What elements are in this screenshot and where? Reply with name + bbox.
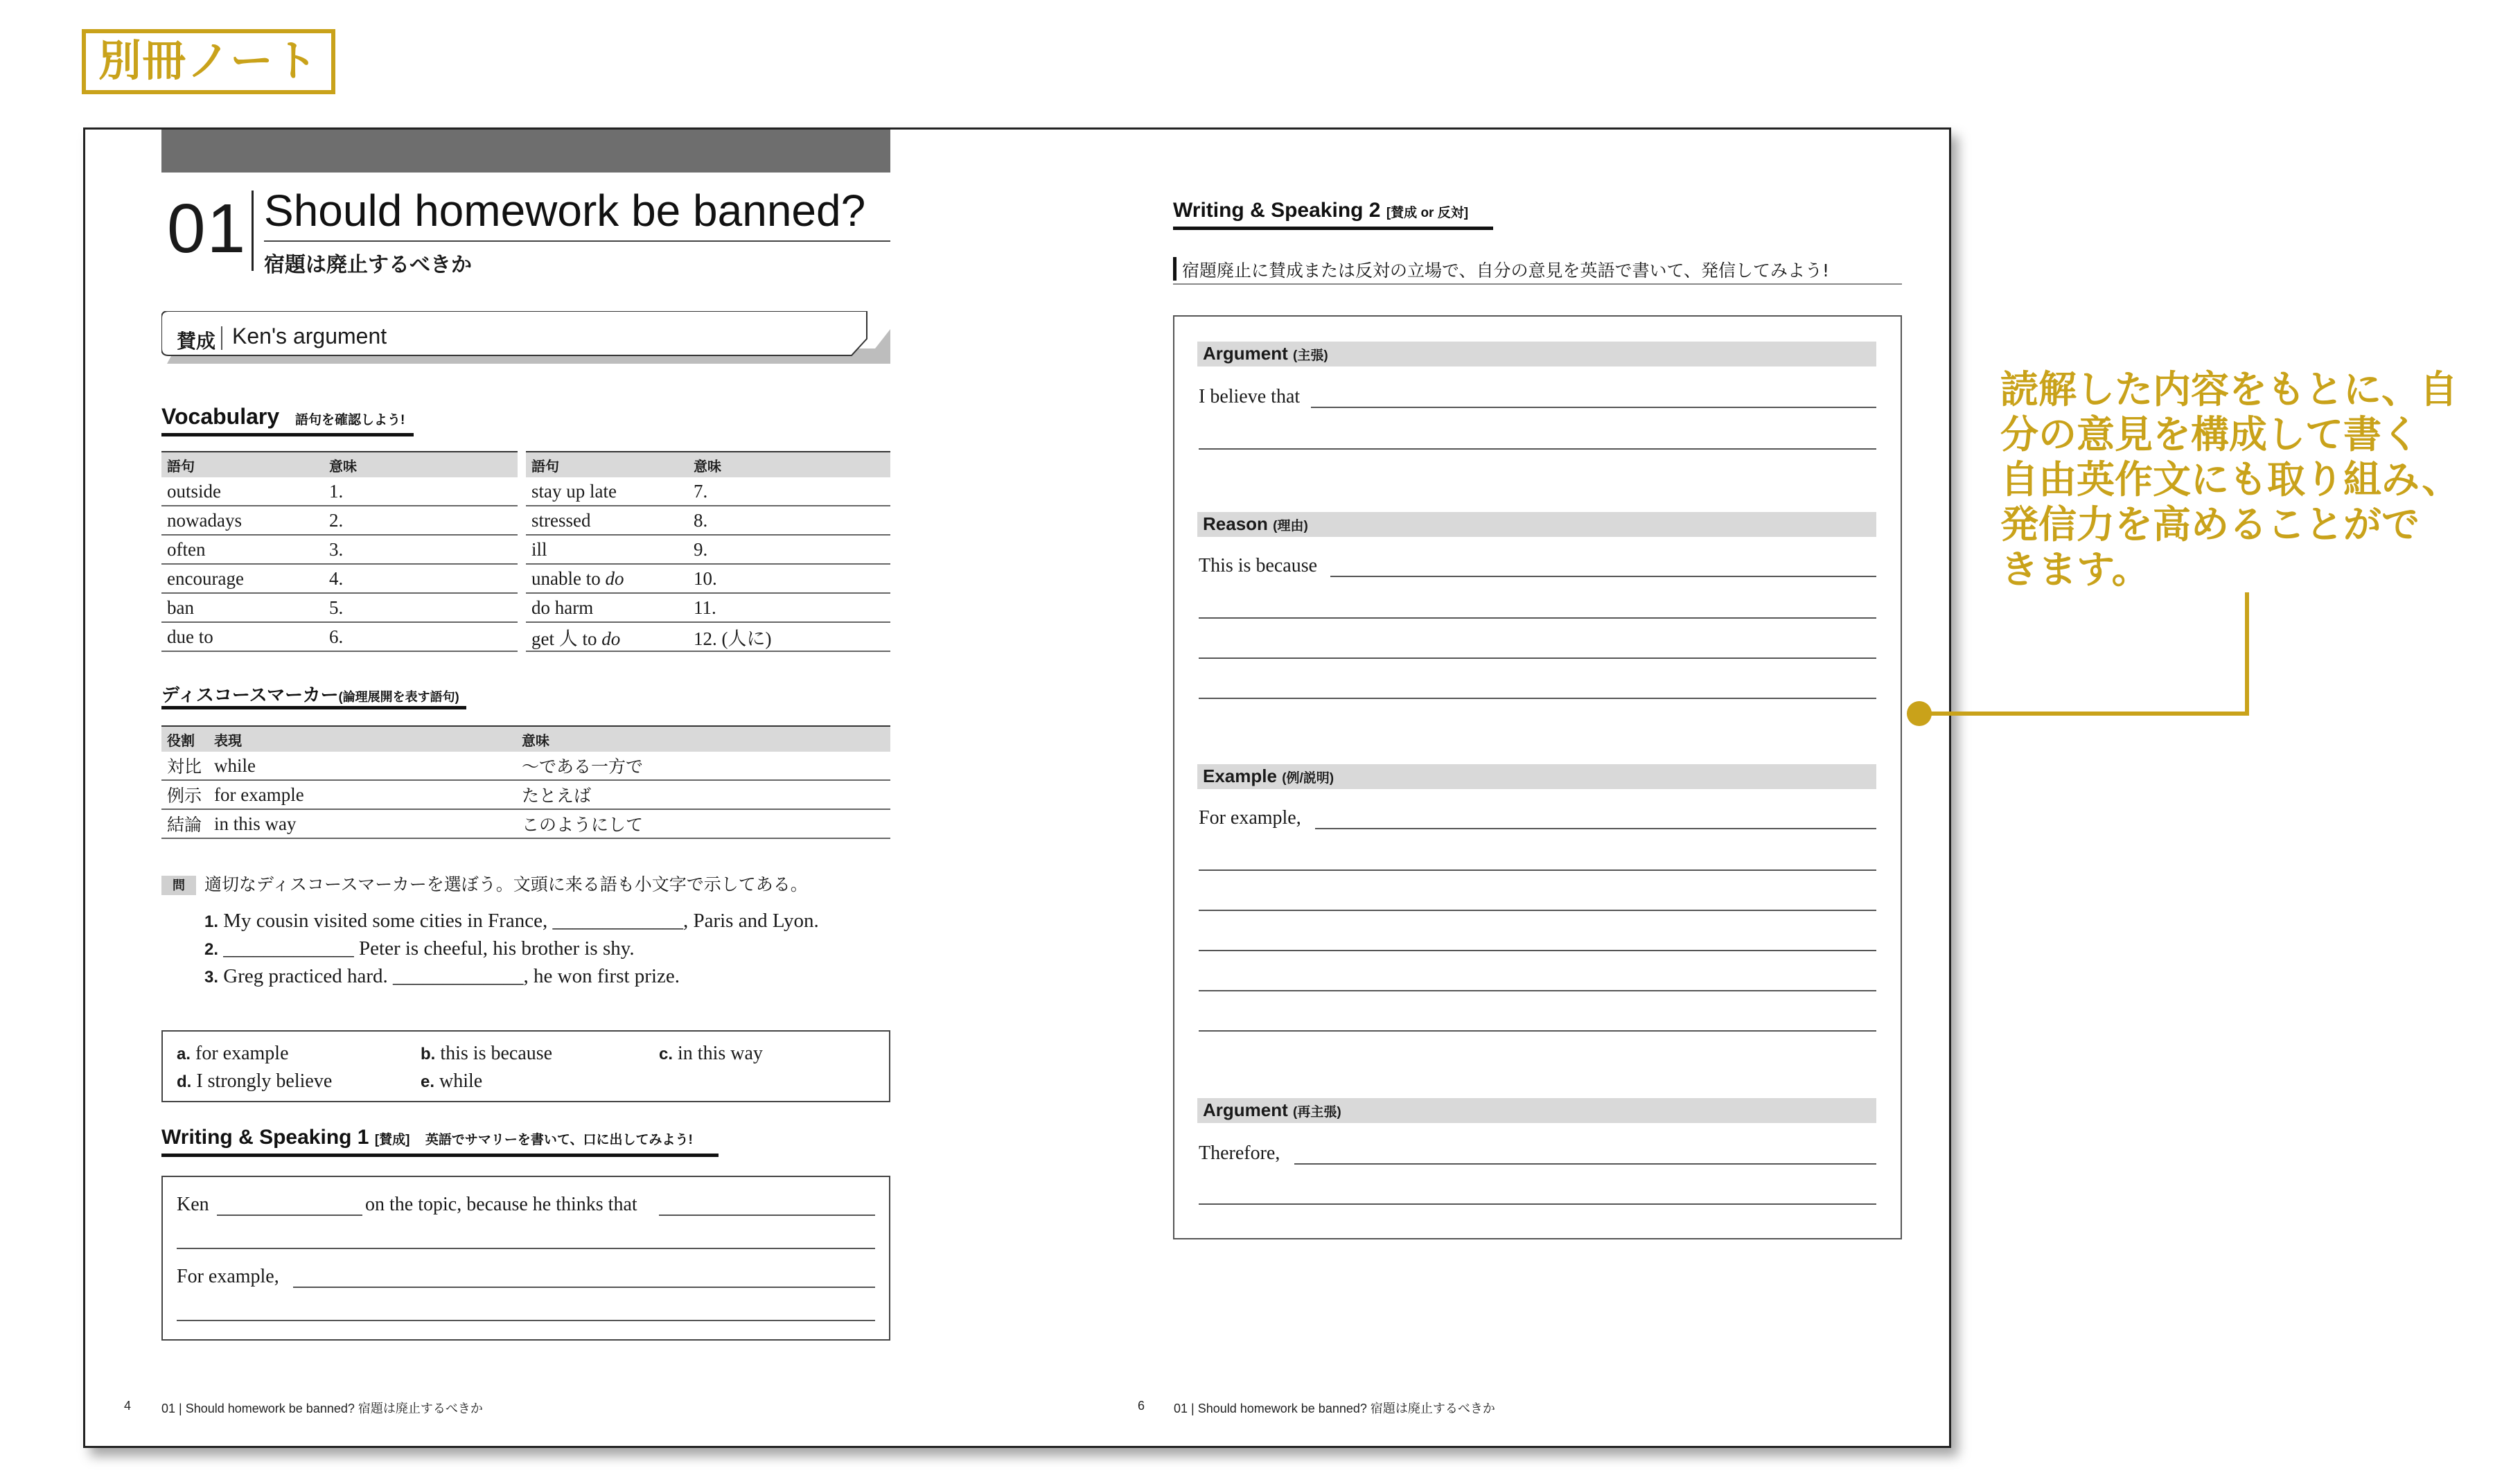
exercise-number: 1. xyxy=(204,912,219,931)
vocab-meaning: 6. xyxy=(324,622,518,651)
discourse-role: 結論 xyxy=(161,809,209,838)
vocab-meaning: 8. xyxy=(688,506,890,535)
answer-line[interactable] xyxy=(1199,657,1876,659)
vocabulary-rule xyxy=(161,433,414,436)
footer-page-number: 4 xyxy=(124,1399,132,1413)
ws1-line1-start: Ken xyxy=(177,1194,209,1215)
vocab-gap xyxy=(518,593,526,622)
ws1-blank[interactable] xyxy=(293,1287,875,1288)
section-label xyxy=(1203,513,1308,535)
vocab-col-meaning: 意味 xyxy=(324,452,518,477)
section-label xyxy=(1203,766,1334,787)
vocab-term: due to xyxy=(161,622,324,651)
vocab-col-term: 語句 xyxy=(161,452,324,477)
discourse-meaning: このようにして xyxy=(516,809,890,838)
discourse-expression: while xyxy=(209,752,516,780)
footer-text: 01 | Should homework be banned? 宿題は廃止するべきか xyxy=(161,1402,483,1415)
vocab-meaning: 10. xyxy=(688,564,890,593)
exercise-item xyxy=(204,937,635,960)
answer-line[interactable] xyxy=(1199,448,1876,450)
discourse-role: 例示 xyxy=(161,780,209,809)
section-prompt: For example, xyxy=(1199,807,1301,829)
table-row xyxy=(161,809,890,838)
choice-key: a. xyxy=(177,1045,191,1063)
annotation-line: 読解した内容をもとに、自 xyxy=(2000,367,2458,412)
argument-separator xyxy=(221,326,222,350)
answer-line[interactable] xyxy=(1199,869,1876,871)
exercise-text: _____________ Peter is cheeful, his brother is shy. xyxy=(223,937,635,960)
answer-line[interactable] xyxy=(1315,828,1876,829)
choice-text: in this way xyxy=(678,1043,763,1064)
vocab-term: often xyxy=(161,535,324,564)
ws1-blank[interactable] xyxy=(177,1248,875,1249)
exercise-text: Greg practiced hard. _____________, he won first prize. xyxy=(223,965,680,987)
title-separator xyxy=(252,191,254,271)
question-badge: 問 xyxy=(161,876,196,895)
page-title: Should homework be banned? xyxy=(264,186,866,236)
left-page xyxy=(85,130,1017,1446)
choice-key: c. xyxy=(659,1045,673,1063)
discourse-table xyxy=(161,725,890,839)
question-text: 適切なディスコースマーカーを選ぼう。文頭に来る語も小文字で示してある。 xyxy=(204,874,808,894)
annotation-line: 分の意見を構成して書く xyxy=(2000,412,2420,457)
vocab-gap xyxy=(518,535,526,564)
ws1-blank[interactable] xyxy=(217,1214,362,1216)
vocab-gap xyxy=(518,477,526,506)
vocab-meaning: 11. xyxy=(688,593,890,622)
title-rule xyxy=(264,240,890,242)
vocabulary-header-row xyxy=(161,452,890,477)
vocab-term: do harm xyxy=(526,593,688,622)
table-row xyxy=(161,564,890,593)
table-row xyxy=(161,477,890,506)
choice-text: this is because xyxy=(440,1043,553,1064)
top-label: 別冊ノート xyxy=(82,29,335,94)
discourse-col-meaning: 意味 xyxy=(516,726,890,752)
textbook-spread xyxy=(83,127,1951,1448)
section-label-sub: (理由) xyxy=(1273,519,1308,533)
instruction-marker xyxy=(1173,257,1177,281)
vocab-meaning: 1. xyxy=(324,477,518,506)
discourse-meaning: 〜である一方で xyxy=(516,752,890,780)
choice-item xyxy=(421,1043,552,1065)
vocab-meaning: 3. xyxy=(324,535,518,564)
ws1-title: Writing & Speaking 1 xyxy=(161,1126,369,1149)
choice-key: d. xyxy=(177,1072,192,1091)
section-label-text: Reason xyxy=(1203,513,1268,534)
callout-horizontal-line xyxy=(1919,712,2249,716)
table-row xyxy=(161,506,890,535)
discourse-col-expression: 表現 xyxy=(209,726,516,752)
vocab-meaning: 5. xyxy=(324,593,518,622)
ws2-rule xyxy=(1173,227,1493,230)
vocabulary-heading xyxy=(161,404,405,430)
vocab-term: stay up late xyxy=(526,477,688,506)
discourse-expression: in this way xyxy=(209,809,516,838)
ws1-line1-mid: on the topic, because he thinks that xyxy=(365,1194,637,1215)
section-label-sub: (例/説明) xyxy=(1282,771,1334,786)
answer-line[interactable] xyxy=(1199,617,1876,619)
section-label-sub: (主張) xyxy=(1293,348,1328,363)
vocab-term-italic: do xyxy=(601,628,621,649)
vocab-term xyxy=(526,564,688,593)
annotation-line: 発信力を高めることがで xyxy=(2000,502,2420,547)
ws1-blank[interactable] xyxy=(177,1320,875,1321)
footer-text: 01 | Should homework be banned? 宿題は廃止するべきか xyxy=(1174,1402,1495,1415)
vocab-gap xyxy=(518,622,526,651)
vocab-term: nowadays xyxy=(161,506,324,535)
argument-stance: 賛成 xyxy=(177,330,216,352)
ws1-rule xyxy=(161,1154,719,1157)
footer-page-number: 6 xyxy=(1138,1399,1145,1413)
vocab-gap xyxy=(518,506,526,535)
choice-key: e. xyxy=(421,1072,435,1091)
annotation-line: きます。 xyxy=(2000,547,2150,592)
vocabulary-title: Vocabulary xyxy=(161,404,280,429)
vocab-term: outside xyxy=(161,477,324,506)
ws1-subtitle: 英語でサマリーを書いて、口に出してみよう! xyxy=(425,1133,693,1147)
answer-line[interactable] xyxy=(1199,1203,1876,1205)
choice-item xyxy=(177,1070,332,1093)
discourse-subtitle: (論理展開を表す語句) xyxy=(338,690,459,704)
vocab-col-term: 語句 xyxy=(526,452,688,477)
discourse-role: 対比 xyxy=(161,752,209,780)
ws1-tag: [賛成] xyxy=(374,1133,410,1147)
answer-line[interactable] xyxy=(1311,407,1876,408)
discourse-expression: for example xyxy=(209,780,516,809)
vocab-term-italic: do xyxy=(605,567,624,589)
discourse-title: ディスコースマーカー xyxy=(161,684,339,705)
answer-line[interactable] xyxy=(1199,990,1876,991)
table-row xyxy=(161,535,890,564)
answer-line[interactable] xyxy=(1294,1163,1876,1165)
vocab-meaning: 2. xyxy=(324,506,518,535)
vocab-gap xyxy=(518,564,526,593)
exercise-number: 3. xyxy=(204,968,219,987)
table-row xyxy=(161,593,890,622)
choice-item xyxy=(177,1043,289,1065)
vocab-term: stressed xyxy=(526,506,688,535)
ws2-heading xyxy=(1173,199,1468,222)
header-band xyxy=(161,130,890,173)
vocab-term: ban xyxy=(161,593,324,622)
annotation-line: 自由英作文にも取り組み、 xyxy=(2000,457,2460,502)
exercise-item xyxy=(204,965,680,988)
vocab-term: encourage xyxy=(161,564,324,593)
callout-dot xyxy=(1907,701,1932,726)
ws2-tag: [賛成 or 反対] xyxy=(1386,206,1469,220)
section-label-sub: (再主張) xyxy=(1293,1105,1341,1120)
table-row xyxy=(161,622,890,651)
vocab-term-text: get 人 to xyxy=(531,628,597,649)
choice-text: for example xyxy=(195,1043,289,1064)
section-prompt: I believe that xyxy=(1199,386,1301,407)
discourse-meaning: たとえば xyxy=(516,780,890,809)
choice-text: while xyxy=(439,1070,483,1092)
section-label xyxy=(1203,343,1328,364)
exercise-text: My cousin visited some cities in France, _____________, Paris and Lyon. xyxy=(223,910,819,932)
vocab-term-text: unable to xyxy=(531,567,601,589)
section-label xyxy=(1203,1099,1341,1121)
ws2-title: Writing & Speaking 2 xyxy=(1173,199,1381,222)
answer-line[interactable] xyxy=(1199,950,1876,951)
section-prompt: This is because xyxy=(1199,555,1318,576)
ws1-line2-start: For example, xyxy=(177,1266,279,1287)
argument-name: Ken's argument xyxy=(232,324,387,348)
choice-item xyxy=(659,1043,763,1065)
vocab-gap xyxy=(518,452,526,477)
ws2-instruction: 宿題廃止に賛成または反対の立場で、自分の意見を英語で書いて、発信してみよう! xyxy=(1182,260,1830,281)
answer-line[interactable] xyxy=(1199,1030,1876,1032)
section-label-text: Example xyxy=(1203,766,1277,786)
lesson-number: 01 xyxy=(167,190,247,267)
answer-line[interactable] xyxy=(1330,576,1876,577)
exercise-number: 2. xyxy=(204,940,219,959)
vocab-term: ill xyxy=(526,535,688,564)
right-page xyxy=(1017,130,1949,1446)
table-row xyxy=(161,752,890,780)
page-subtitle: 宿題は廃止するべきか xyxy=(264,254,472,276)
section-prompt: Therefore, xyxy=(1199,1142,1280,1164)
choice-key: b. xyxy=(421,1045,436,1063)
section-label-text: Argument xyxy=(1203,1099,1288,1120)
table-row xyxy=(161,780,890,809)
vocab-col-meaning: 意味 xyxy=(688,452,890,477)
vocab-meaning: 7. xyxy=(688,477,890,506)
section-label-text: Argument xyxy=(1203,343,1288,364)
vocabulary-table xyxy=(161,451,890,652)
exercise-item xyxy=(204,910,819,933)
answer-line[interactable] xyxy=(1199,910,1876,911)
choice-item xyxy=(421,1070,482,1093)
discourse-rule xyxy=(161,706,466,709)
instruction-rule xyxy=(1173,283,1902,285)
choice-text: I strongly believe xyxy=(196,1070,333,1092)
discourse-header-row xyxy=(161,726,890,752)
annotation-text xyxy=(2000,367,2460,592)
vocab-meaning: 12. (人に) xyxy=(688,622,890,651)
discourse-heading xyxy=(161,681,459,707)
vocab-meaning: 4. xyxy=(324,564,518,593)
ws1-blank[interactable] xyxy=(659,1214,875,1216)
vocab-meaning: 9. xyxy=(688,535,890,564)
ws1-heading xyxy=(161,1126,693,1149)
discourse-col-role: 役割 xyxy=(161,726,209,752)
answer-line[interactable] xyxy=(1199,698,1876,699)
vocab-term xyxy=(526,622,688,651)
vocabulary-subtitle: 語句を確認しよう! xyxy=(295,413,405,427)
callout-vertical-line xyxy=(2245,592,2249,716)
